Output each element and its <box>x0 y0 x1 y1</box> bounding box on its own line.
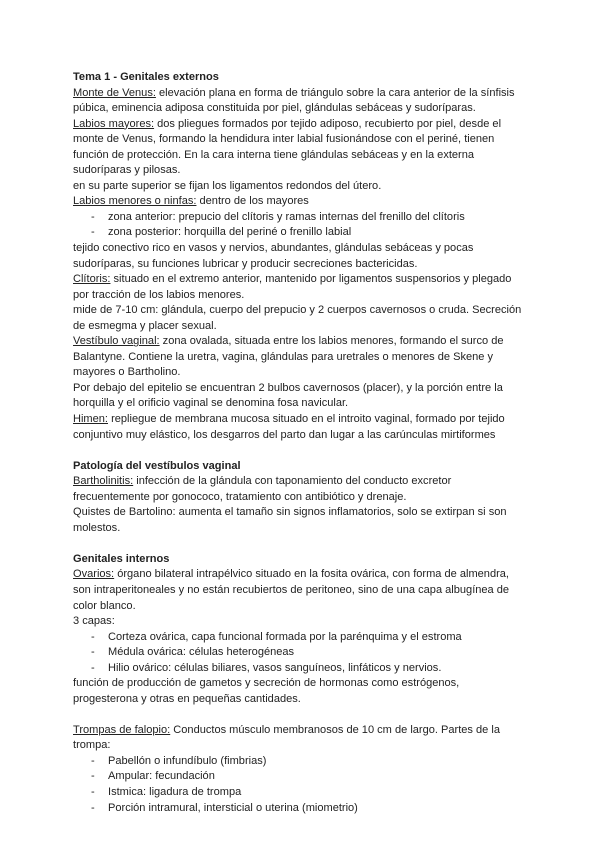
paragraph-mide: mide de 7-10 cm: glándula, cuerpo del prepucio y 2 cuerpos cavernosos o cruda. Secreción de esmegma y placer sexual. <box>73 304 522 332</box>
paragraph-funcion: función de producción de gametos y secreción de hormonas como estrógenos, progesterona y otras en pequeñas cantidades. <box>73 677 460 705</box>
list-item: - Istmica: ligadura de trompa <box>73 785 523 801</box>
term-ovarios: Ovarios: <box>73 568 115 581</box>
text-labios-menores: dentro de los mayores <box>196 195 309 208</box>
term-bartholinitis: Bartholinitis: <box>73 475 134 488</box>
term-monte-de-venus: Monte de Venus: <box>73 86 156 99</box>
list-item: - Pabellón o infundíbulo (fimbrias) <box>73 754 523 770</box>
document-page <box>73 70 523 816</box>
term-vestibulo-vaginal: Vestíbulo vaginal: <box>73 335 160 348</box>
term-labios-menores: Labios menores o ninfas: <box>73 195 197 208</box>
text-himen: repliegue de membrana mucosa situado en el introito vaginal, formado por tejido conjuntivo muy elástico, los desgarros del parto dan lugar a las carúnculas mirtiformes <box>73 413 505 441</box>
paragraph-bartholinitis <box>73 474 523 505</box>
term-clitoris: Clítoris: <box>73 273 111 286</box>
paragraph-vestibulo-vaginal <box>73 334 523 381</box>
text-trompas: Conductos músculo membranosos de 10 cm de largo. Partes de la trompa: <box>73 723 500 752</box>
list-item: - Hilio ovárico: células biliares, vasos sanguíneos, linfáticos y nervios. <box>73 661 523 677</box>
list-item: - zona posterior: horquilla del periné o frenillo labial <box>73 225 523 241</box>
list-item: - zona anterior: prepucio del clítoris y ramas internas del frenillo del clítoris <box>73 210 523 226</box>
text-bartholinitis: infección de la glándula con taponamiento del conducto excretor frecuentemente por gonococo, tratamiento con antibiótico y drenaje. <box>73 475 452 503</box>
paragraph-labios-menores <box>73 194 523 210</box>
text-clitoris: situado en el extremo anterior, mantenido por ligamentos suspensorios y plegado por tracción de los labios menores. <box>73 273 512 301</box>
paragraph-tejido: tejido conectivo rico en vasos y nervios, abundantes, glándulas sebáceas y pocas sudoríparas, su funciones lubricar y producir secreciones bactericidas. <box>73 242 474 270</box>
paragraph-epitelio: Por debajo del epitelio se encuentran 2 bulbos cavernosos (placer), y la porción entre la horquilla y el orificio vaginal se denomina fosa navicular. <box>73 381 503 410</box>
paragraph-himen <box>73 412 523 443</box>
text-ovarios: órgano bilateral intrapélvico situado en la fosita ovárica, con forma de almendra, son intraperitoneales y no están recubiertos de peritoneo, sino de una capa albugínea de color blanco. <box>73 568 510 612</box>
paragraph-monte-de-venus <box>73 86 523 117</box>
text-labios-mayores: dos pliegues formados por tejido adiposo, recubierto por piel, desde el monte de Venus, formando la hendidura inter labial fusionándose con el periné, tienen función de protección. En la cara interna tiene glándulas sebáceas y en la externa sudoríparas y pilosas. <box>73 117 502 177</box>
text-monte-de-venus: elevación plana en forma de triángulo sobre la cara anterior de la sínfisis púbica, eminencia adiposa constituida por piel, glándulas sebáceas y sudoríparas. <box>73 86 515 115</box>
section-title-genitales-externos: Tema 1 - Genitales externos <box>73 71 219 83</box>
term-himen: Himen: <box>73 413 108 426</box>
paragraph-labios-mayores <box>73 117 523 179</box>
list-item: - Porción intramural, intersticial o uterina (miometrio) <box>73 801 523 817</box>
list-trompas <box>73 754 523 816</box>
spacer <box>73 707 523 723</box>
list-labios-menores <box>73 210 523 241</box>
text-vestibulo-vaginal: zona ovalada, situada entre los labios menores, formando el surco de Balantyne. Contiene la uretra, vagina, glándulas para uretrales o menores de Skene y mayores o Bartholino. <box>73 335 504 379</box>
paragraph-ligamentos: en su parte superior se fijan los ligamentos redondos del útero. <box>73 179 382 192</box>
term-trompas: Trompas de falopio: <box>73 723 171 736</box>
section-title-genitales-internos: Genitales internos <box>73 552 170 565</box>
paragraph-clitoris <box>73 272 523 303</box>
list-item: - Médula ovárica: células heterogéneas <box>73 645 523 661</box>
spacer <box>73 536 523 552</box>
section-title-patologia: Patología del vestíbulos vaginal <box>73 459 241 472</box>
term-labios-mayores: Labios mayores: <box>73 117 155 130</box>
list-item: - Corteza ovárica, capa funcional formada por la parénquima y el estroma <box>73 630 523 646</box>
list-item: - Ampular: fecundación <box>73 769 523 785</box>
list-capas <box>73 630 523 677</box>
paragraph-ovarios <box>73 567 523 614</box>
paragraph-trompas <box>73 723 523 754</box>
paragraph-capas: 3 capas: <box>73 615 115 628</box>
spacer <box>73 443 523 459</box>
paragraph-quistes: Quistes de Bartolino: aumenta el tamaño sin signos inflamatorios, solo se extirpan si son molestos. <box>73 506 507 534</box>
